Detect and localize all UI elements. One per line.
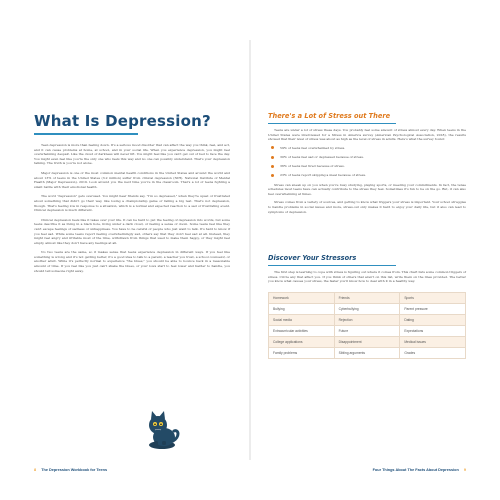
left-text-column xyxy=(34,143,230,278)
bullet-icon xyxy=(271,156,274,159)
footer-text: Four Things About The Facts About Depression xyxy=(372,468,459,472)
table-row xyxy=(269,314,466,325)
right-page xyxy=(250,0,500,500)
stressors-section xyxy=(268,254,466,359)
table-row xyxy=(269,347,466,358)
bullet-icon xyxy=(271,146,274,149)
section-title: Discover Your Stressors xyxy=(268,254,357,262)
cat-icon xyxy=(140,407,184,451)
paragraph: Stress can sneak up on you when you're busy studying, playing sports, or meeting your commitments. In fact, the tense schedules most teens have can actually contribute to the stress they feel. Sometimes it's fun to be on the go. But, it can also feel overwhelming at times. xyxy=(268,182,466,196)
paragraph: Stress comes from a variety of sources, and getting to know what triggers your stress is important. Your school struggles to handle problems in social issues and more, stress-out only makes it hard to enjoy your daily life, but it also can lead to symptoms of depression. xyxy=(268,200,466,214)
bullet-icon xyxy=(271,165,274,168)
table-cell[interactable]: College applications xyxy=(269,336,335,347)
table-row xyxy=(269,325,466,336)
table-row xyxy=(269,303,466,314)
paragraph: The first step is learning to cope with stress is figuring out where it comes from. This chart lists some common triggers of stress. Circle any that affect you. If you think of others that aren't on this list, write them on the lines provided. The better you know what causes your stress, the faster you'll know how to deal with it in a healthy way. xyxy=(268,270,466,284)
table-cell[interactable]: Friends xyxy=(334,292,400,303)
table-row xyxy=(269,336,466,347)
table-cell[interactable]: Parent pressure xyxy=(400,303,466,314)
stress-section xyxy=(268,112,466,218)
paragraph: Teens are under a lot of stress these days. You probably feel some amount of stress almost every day. When teens in the United States were interviewed for a Stress in America survey (American Psychological Association, 2018), the results showed that their level of stress was about as high as the level of stress in adults. Here's what the survey found: xyxy=(268,128,466,142)
table-cell[interactable]: Expectations xyxy=(400,325,466,336)
bullet-icon xyxy=(271,174,274,177)
list-item: 59% of teens feel overwhelmed by stress. xyxy=(268,146,466,150)
table-cell[interactable]: Social media xyxy=(269,314,335,325)
paragraph: Clinical depression feels like it takes over your life. It can be hard to put the feeling of depression into words, but some teens describe it as living in a black hole, living under a dark cloud, or feeling a sense of doom. Some teens feel like they can't escape feelings of sadness or unhappiness. You have to be careful of people who just want to talk. It's hard to know if you feel sad. While some teens report feeling overwhelmingly sad, others say that they don't feel sad at all. Instead, they might feel angry and irritable most of the time, withdrawn from things that used to make them happy, or they might feel empty, almost like they don't have any feelings at all. xyxy=(34,217,230,245)
table-cell[interactable]: Bullying xyxy=(269,303,335,314)
page-number: 9 xyxy=(463,468,466,472)
table-cell[interactable]: Future xyxy=(334,325,400,336)
list-item: 30% of teens feel sad or depressed because of stress. xyxy=(268,155,466,159)
table-cell[interactable]: Rejection xyxy=(334,314,400,325)
section-underline xyxy=(268,265,396,266)
bullet-list xyxy=(268,146,466,178)
table-cell[interactable]: Disappointment xyxy=(334,336,400,347)
paragraph: Major depression is one of the most common mental health conditions in the United States and around the world and about 13% of teens in the United States (3.2 million) suffer from clinical depression (NIH). National Institute of Mental Health (Major Depression), 2019. Look around you the next time you're in the classroom. That's a lot of teens fighting a silent battle with their emotional health. xyxy=(34,170,230,189)
section-title: There's a Lot of Stress out There xyxy=(268,112,391,120)
table-row xyxy=(269,292,466,303)
paragraph: The word "depression" gets overused. You might hear friends say, "I'm so depressed," when they're upset or frustrated about something that didn't go their way, like losing a championship game or failing a big test. That's not depression, though. That's feeling low in response to a situation, which is a normal and expected reaction to a sad or frustrating event. Clinical depression is much different. xyxy=(34,194,230,213)
title-underline xyxy=(34,133,138,135)
table-cell[interactable]: Family problems xyxy=(269,347,335,358)
list-item: 36% of teens feel tired because of stress. xyxy=(268,164,466,168)
stressors-table xyxy=(268,292,466,359)
table-cell[interactable]: Cyberbullying xyxy=(334,303,400,314)
table-cell[interactable]: Grades xyxy=(400,347,466,358)
section-underline xyxy=(268,123,396,124)
footer-text: The Depression Workbook for Teens xyxy=(41,468,108,472)
table-cell[interactable]: Medical issues xyxy=(400,336,466,347)
table-cell[interactable]: Dating xyxy=(400,314,466,325)
paragraph: No two teens are the same, so it makes sense that teens experience depression in different ways. If you feel like something is wrong and it's not getting better, it's a good idea to talk to a parent, a teacher you trust, a school counselor, or another adult. While it's perfectly normal to experience "the blues," you should be able to bounce back in a reasonable amount of time. If you feel like you just can't shake the blues, or your lows start to feel lower and harder to handle, you should tell someone right away. xyxy=(34,250,230,273)
page-title: What Is Depression? xyxy=(34,112,211,130)
footer xyxy=(34,468,107,472)
table-cell[interactable]: Homework xyxy=(269,292,335,303)
list-item: 23% of teens report skipping a meal because of stress. xyxy=(268,173,466,177)
table-cell[interactable]: Sibling arguments xyxy=(334,347,400,358)
table-cell[interactable]: Sports xyxy=(400,292,466,303)
footer xyxy=(373,468,466,472)
table-cell[interactable]: Extracurricular activities xyxy=(269,325,335,336)
page-number: 8 xyxy=(34,468,37,472)
paragraph: Teen depression is more than feeling down. It's a serious mood disorder that can affect the way you think, feel, and act, and it can cause problems at home, at school, and in your social life. When you experience depression, you might feel overwhelming despair. Like the cloud of darkness will never lift. You might feel like you can't get out of bed to face the day. You might even feel like you're the only one who feels this way and no one can possibly understand. That's your depression talking. The truth is you're not alone. xyxy=(34,143,230,166)
